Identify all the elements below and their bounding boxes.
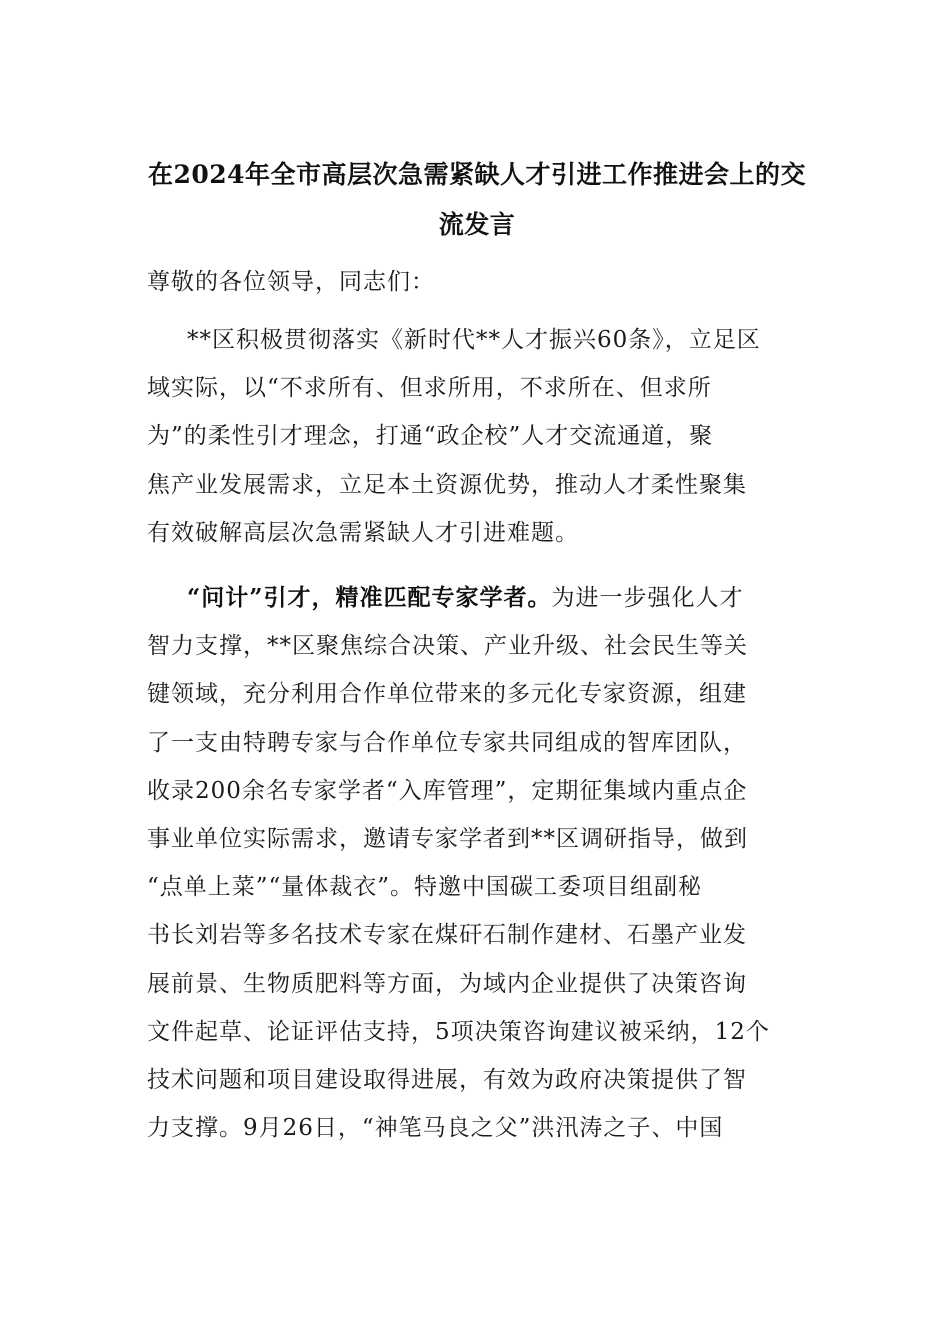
paragraph-line: 智力支撑，**区聚焦综合决策、产业升级、社会民生等关 (147, 633, 748, 660)
paragraph-intro (147, 316, 807, 557)
paragraph-line: “点单上菜”“量体裁衣”。特邀中国碳工委项目组副秘 (147, 874, 703, 901)
title-line-2: 流发言 (438, 210, 516, 239)
paragraph-line: 事业单位实际需求，邀请专家学者到**区调研指导，做到 (147, 826, 748, 853)
paragraph-line: 书长刘岩等多名技术专家在煤矸石制作建材、石墨产业发 (147, 922, 747, 949)
paragraph-line: 收录200余名专家学者“入库管理”，定期征集域内重点企 (147, 777, 748, 804)
paragraph-line: 了一支由特聘专家与合作单位专家共同组成的智库团队， (147, 729, 747, 756)
paragraph-line: 展前景、生物质肥料等方面，为域内企业提供了决策咨询 (147, 970, 747, 997)
paragraph-expert-recruitment (147, 574, 807, 1152)
paragraph-line: **区积极贯彻落实《新时代**人才振兴60条》，立足区 (187, 327, 761, 353)
paragraph-line: 有效破解高层次急需紧缺人才引进难题。 (147, 519, 579, 546)
document-body (147, 150, 807, 1152)
paragraph-line: 为”的柔性引才理念，打通“政企校”人才交流通道，聚 (147, 423, 714, 450)
section-lead-heading: “问计”引才，精准匹配专家学者。 (187, 584, 552, 612)
paragraph-first-line (147, 574, 807, 622)
salutation: 尊敬的各位领导，同志们： (147, 269, 435, 295)
paragraph-line: 技术问题和项目建设取得进展，有效为政府决策提供了智 (147, 1067, 747, 1094)
paragraph-line: 键领域，充分利用合作单位带来的多元化专家资源，组建 (147, 681, 747, 708)
paragraph-line-rest: 为进一步强化人才 (551, 585, 744, 612)
document-title (147, 150, 807, 250)
title-line-1: 在2024年全市高层次急需紧缺人才引进工作推进会上的交 (147, 160, 807, 189)
paragraph-line: 力支撑。9月26日，“神笔马良之父”洪汛涛之子、中国 (147, 1115, 724, 1142)
paragraph-line: 焦产业发展需求，立足本土资源优势，推动人才柔性聚集 (147, 471, 747, 498)
paragraph-line: 域实际，以“不求所有、但求所用，不求所在、但求所 (147, 375, 712, 402)
paragraph-line: 文件起草、论证评估支持，5项决策咨询建议被采纳，12个 (147, 1018, 770, 1045)
